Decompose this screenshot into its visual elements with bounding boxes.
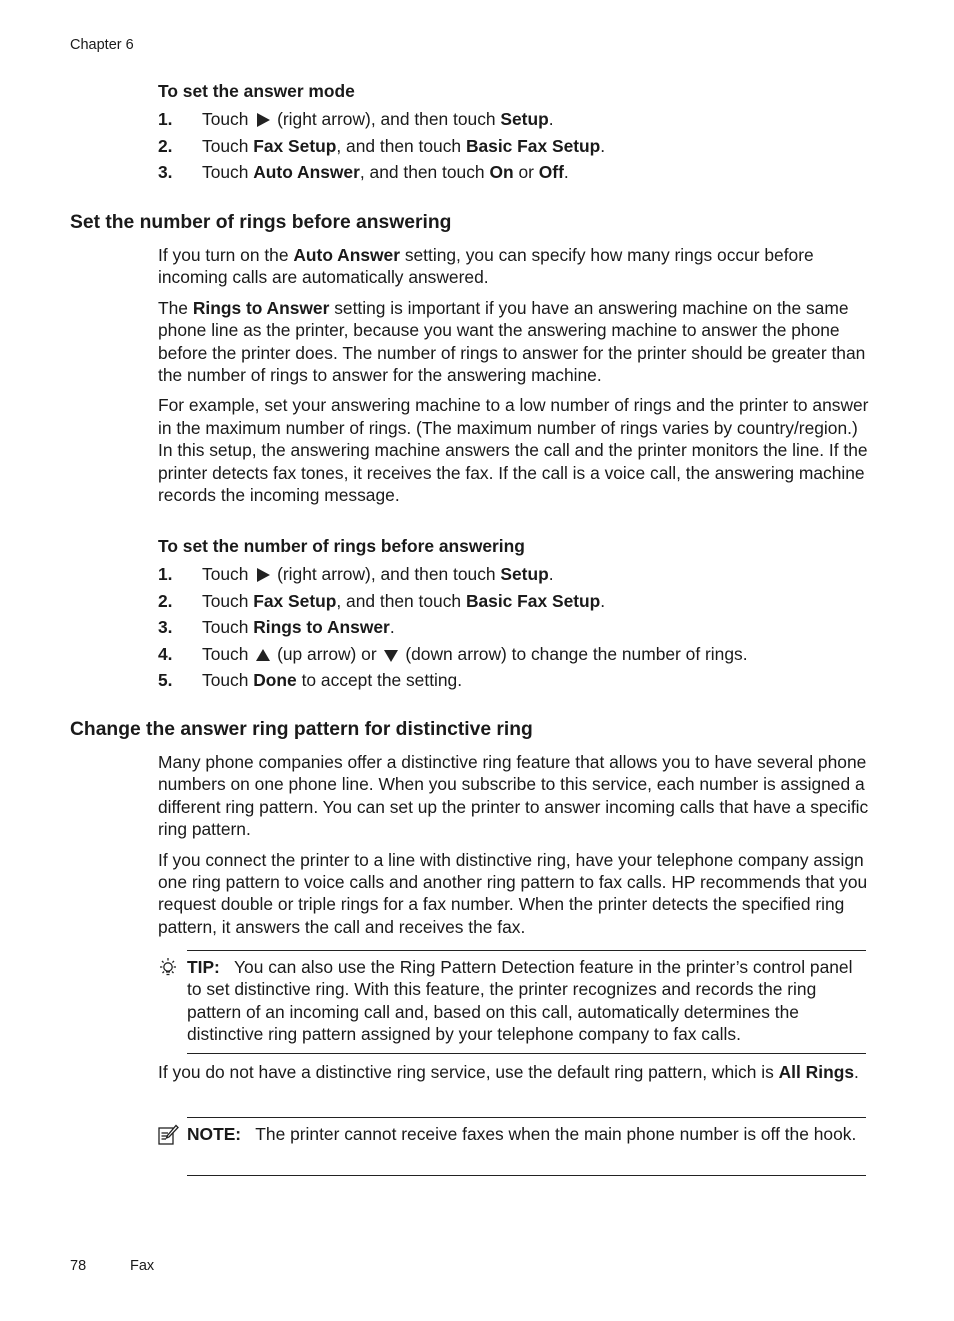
section-body-rings — [158, 244, 870, 506]
step-text: . — [548, 564, 554, 584]
step-number: 5. — [158, 670, 173, 691]
note-pencil-icon — [157, 1124, 179, 1146]
right-arrow-icon — [255, 567, 271, 583]
lightbulb-icon — [157, 957, 179, 979]
paragraph — [158, 297, 870, 387]
paragraph: If you connect the printer to a line with distinctive ring, have your telephone company assign one ring pattern to voice calls and another ring pattern to fax calls. HP recommends that you request double or triple rings for a fax number. When the printer detects the specified ring pattern, it answers the call and receives the fax. — [158, 849, 868, 937]
ui-term-setup: Setup — [500, 564, 549, 584]
ui-term-fax-setup: Fax Setup — [253, 590, 337, 611]
section-heading-rings: Set the number of rings before answering — [70, 212, 452, 233]
all-rings-paragraph — [158, 1061, 870, 1083]
step-text: to accept the setting. — [301, 670, 463, 691]
section-body-distinctive-ring — [158, 751, 870, 938]
step-text: Touch — [202, 590, 249, 611]
step-text: Touch — [202, 162, 249, 183]
step-text: , and then touch — [336, 135, 462, 156]
step-text: (up arrow) or — [277, 643, 377, 664]
ui-term-setup: Setup — [500, 109, 549, 129]
step-item — [158, 563, 870, 590]
tip-top-rule — [187, 950, 866, 951]
up-arrow-icon — [255, 647, 271, 663]
step-number: 1. — [158, 564, 173, 584]
ui-term-basic-fax-setup: Basic Fax Setup — [465, 135, 601, 156]
note-label: NOTE: — [187, 1124, 242, 1144]
step-number: 2. — [158, 590, 173, 611]
step-text: Touch — [202, 109, 249, 129]
ui-term-done: Done — [253, 670, 297, 691]
step-text: (right arrow), and then touch — [277, 564, 496, 584]
step-text: . — [600, 590, 606, 611]
ui-term-basic-fax-setup: Basic Fax Setup — [465, 590, 601, 611]
step-item — [158, 135, 870, 162]
step-item — [158, 590, 870, 617]
step-text: . — [389, 617, 395, 638]
step-item — [158, 616, 870, 643]
step-item — [158, 108, 870, 135]
step-item — [158, 161, 870, 188]
tip-text: You can also use the Ring Pattern Detection feature in the printer’s control panel to set distinctive ring. With this feature, the printer recognizes and records the ring pattern of an incoming call and, based on this call, automatically determines the distinctive ring pattern assigned by your telephone company to fax calls. — [187, 957, 853, 1045]
text: setting, you can specify how many rings occur before incoming calls are automatically answered. — [158, 245, 814, 288]
ui-term-rings-to-answer: Rings to Answer — [192, 297, 330, 318]
paragraph — [158, 244, 870, 289]
step-text: , and then touch — [336, 590, 462, 611]
procedure-title-rings: To set the number of rings before answering — [158, 536, 525, 556]
note-bottom-rule — [187, 1175, 866, 1176]
note-text: The printer cannot receive faxes when the main phone number is off the hook. — [255, 1124, 857, 1144]
step-text: , and then touch — [359, 162, 485, 183]
ui-term-auto-answer: Auto Answer — [253, 162, 360, 183]
step-item — [158, 669, 870, 696]
rings-steps — [158, 563, 870, 696]
right-arrow-icon — [255, 112, 271, 128]
note-top-rule — [187, 1117, 866, 1118]
tip-callout — [187, 956, 866, 1046]
ui-term-on: On — [489, 162, 514, 183]
paragraph: For example, set your answering machine to a low number of rings and the printer to answer in the maximum number of rings. (The maximum number of rings varies by country/region.) In this setup, the answering machine answers the call and the printer monitors the line. If the printer detects fax tones, it receives the fax. If the call is a voice call, the answering machine records the incoming message. — [158, 395, 869, 506]
step-text: . — [548, 109, 554, 129]
step-number: 3. — [158, 162, 173, 183]
ui-term-off: Off — [538, 162, 564, 183]
tip-bottom-rule — [187, 1053, 866, 1054]
paragraph: Many phone companies offer a distinctive ring feature that allows you to have several phone numbers on one phone line. When you subscribe to this service, each number is assigned a different ring pattern. You can set up the printer to answer incoming calls that have a specific ring pattern. — [158, 752, 869, 840]
step-text: Touch — [202, 643, 249, 664]
answer-mode-steps — [158, 108, 870, 188]
step-text: Touch — [202, 135, 249, 156]
step-text: . — [600, 135, 606, 156]
step-number: 2. — [158, 135, 173, 156]
footer-section: Fax — [130, 1258, 155, 1274]
note-callout — [187, 1123, 866, 1145]
step-text: Touch — [202, 617, 249, 638]
text: If you do not have a distinctive ring service, use the default ring pattern, which is — [158, 1062, 774, 1082]
step-item — [158, 643, 870, 670]
chapter-header: Chapter 6 — [70, 37, 134, 53]
ui-term-rings-to-answer: Rings to Answer — [253, 617, 390, 638]
step-number: 1. — [158, 109, 173, 129]
step-text: (right arrow), and then touch — [277, 109, 496, 129]
text: setting is important if you have an answering machine on the same phone line as the printer, because you want the answering machine to answer the phone before the printer does. The number of rings to answer for the printer should be greater than the number of rings to answer for the answering machine. — [158, 297, 866, 386]
down-arrow-icon — [383, 647, 399, 663]
step-text: (down arrow) to change the number of rings. — [405, 643, 748, 664]
ui-term-auto-answer: Auto Answer — [293, 245, 400, 265]
tip-label: TIP: — [187, 957, 220, 977]
page-footer — [70, 1258, 155, 1274]
step-number: 3. — [158, 617, 173, 638]
step-text: or — [518, 162, 534, 183]
text: . — [854, 1062, 859, 1082]
text: If you turn on the — [158, 245, 289, 265]
step-number: 4. — [158, 643, 173, 664]
text: The — [158, 297, 188, 318]
paragraph — [158, 1061, 870, 1083]
step-text: . — [563, 162, 569, 183]
page-number: 78 — [70, 1258, 87, 1274]
section-heading-distinctive-ring: Change the answer ring pattern for distinctive ring — [70, 719, 533, 740]
step-text: Touch — [202, 564, 249, 584]
ui-term-fax-setup: Fax Setup — [253, 135, 337, 156]
ui-term-all-rings: All Rings — [778, 1062, 854, 1082]
step-text: Touch — [202, 670, 249, 691]
procedure-title-answer-mode: To set the answer mode — [158, 81, 355, 101]
